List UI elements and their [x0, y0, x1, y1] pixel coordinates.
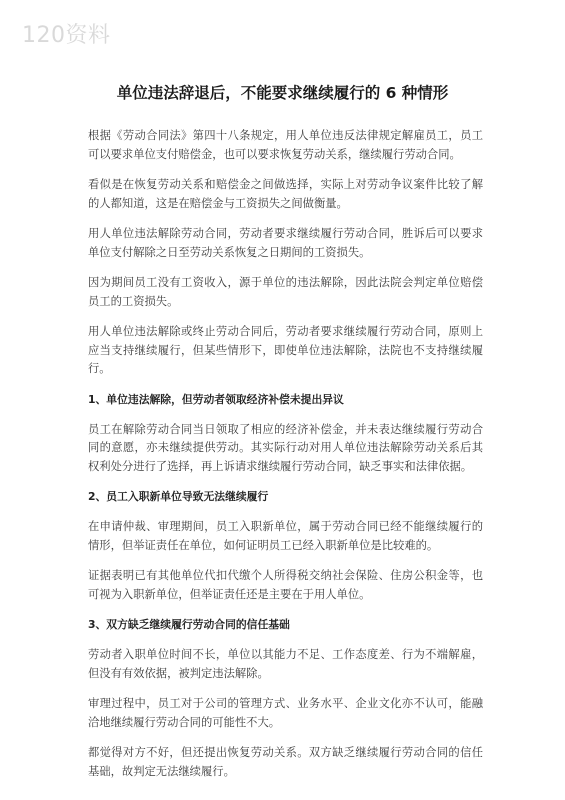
paragraph: 在申请仲裁、审理期间，员工入职新单位，属于劳动合同已经不能继续履行的情形，但举证责任在单位，如何证明员工已经入职新单位是比较难的。 [88, 520, 483, 552]
paragraph: 证据表明已有其他单位代扣代缴个人所得税交纳社会保险、住房公积金等，也可视为入职新单位，但举证责任还是主要在于用人单位。 [88, 569, 483, 601]
document-title: 单位违法辞退后，不能要求继续履行的 6 种情形 [116, 84, 449, 102]
paragraph: 用人单位违法解除或终止劳动合同后，劳动者要求继续履行劳动合同，原则上应当支持继续履行，但某些情形下，即使单位违法解除，法院也不支持继续履行。 [88, 325, 483, 375]
section-heading: 3、双方缺乏继续履行劳动合同的信任基础 [88, 618, 290, 631]
paragraph: 审理过程中，员工对于公司的管理方式、业务水平、企业文化亦不认可，能融洽地继续履行劳动合同的可能性不大。 [88, 697, 483, 729]
paragraph: 因为期间员工没有工资收入，源于单位的违法解除，因此法院会判定单位赔偿员工的工资损失。 [88, 276, 483, 308]
document-body [88, 127, 483, 793]
paragraph: 看似是在恢复劳动关系和赔偿金之间做选择，实际上对劳动争议案件比较了解的人都知道，这是在赔偿金与工资损失之间做衡量。 [88, 178, 483, 210]
paragraph: 根据《劳动合同法》第四十八条规定，用人单位违反法律规定解雇员工，员工可以要求单位支付赔偿金，也可以要求恢复劳动关系，继续履行劳动合同。 [88, 129, 483, 161]
watermark: 120资料 [22, 23, 111, 48]
paragraph: 用人单位违法解除劳动合同，劳动者要求继续履行劳动合同，胜诉后可以要求单位支付解除之日至劳动关系恢复之日期间的工资损失。 [88, 227, 483, 259]
paragraph: 员工在解除劳动合同当日领取了相应的经济补偿金，并未表达继续履行劳动合同的意愿，亦未继续提供劳动。其实际行动对用人单位违法解除劳动关系后其权利处分进行了选择，再上诉请求继续履行劳动合同，缺乏事实和法律依据。 [88, 422, 483, 473]
section-heading: 1、单位违法解除，但劳动者领取经济补偿未提出异议 [88, 392, 344, 406]
paragraph: 劳动者入职单位时间不长，单位以其能力不足、工作态度差、行为不端解雇，但没有有效依据，被判定违法解除。 [88, 648, 483, 680]
section-heading: 2、员工入职新单位导致无法继续履行 [88, 490, 269, 503]
paragraph: 都觉得对方不好，但还提出恢复劳动关系。双方缺乏继续履行劳动合同的信任基础，故判定无法继续履行。 [88, 746, 483, 778]
